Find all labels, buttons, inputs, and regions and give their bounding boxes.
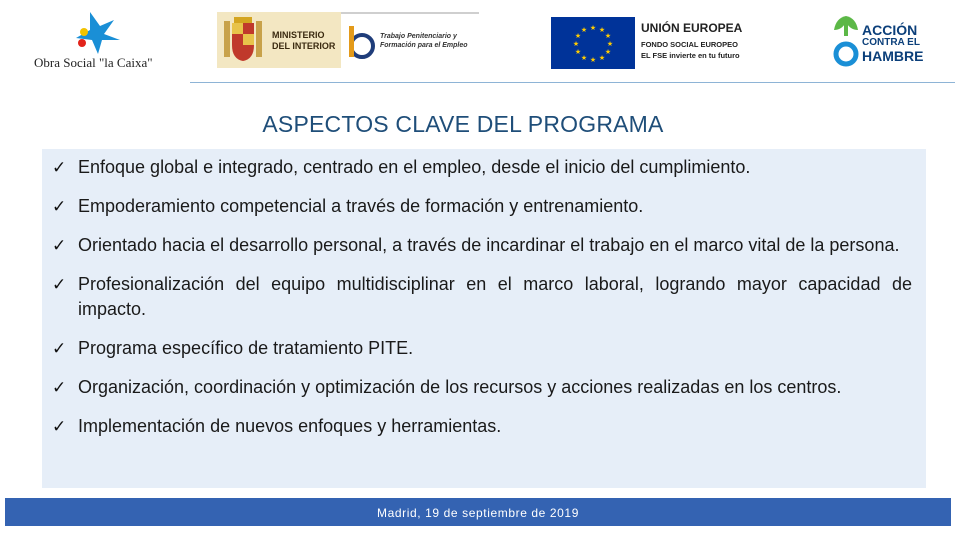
list-item: ✓ Implementación de nuevos enfoques y herramientas. [52, 414, 912, 439]
trabajo-b-icon [344, 24, 376, 60]
checkmark-icon: ✓ [52, 197, 67, 216]
trabajo-logo-text: Trabajo Penitenciario y Formación para el Empleo [380, 33, 468, 49]
lacaixa-star-icon [70, 10, 125, 55]
list-item: ✓ Programa específico de tratamiento PITE. [52, 336, 912, 361]
list-item: ✓ Empoderamiento competencial a través de formación y entrenamiento. [52, 194, 912, 219]
list-item: ✓ Profesionalización del equipo multidisciplinar en el marco laboral, logrando mayor capacidad de impacto. [52, 274, 912, 319]
svg-text:★: ★ [604, 32, 612, 40]
svg-text:★: ★ [572, 40, 580, 48]
key-points-list [52, 155, 912, 453]
checkmark-icon: ✓ [52, 236, 67, 255]
eu-logo-subtitle: FONDO SOCIAL EUROPEO EL FSE invierte en tu futuro [641, 40, 740, 60]
eu-logo-title: UNIÓN EUROPEA [641, 21, 743, 35]
footer-bar [5, 498, 951, 526]
svg-text:★: ★ [598, 54, 606, 62]
list-item: ✓ Enfoque global e integrado, centrado en el empleo, desde el inicio del cumplimiento. [52, 155, 912, 180]
checkmark-icon: ✓ [52, 275, 67, 294]
svg-text:★: ★ [580, 54, 588, 62]
checkmark-icon: ✓ [52, 378, 67, 397]
checkmark-icon: ✓ [52, 339, 67, 358]
svg-text:★: ★ [574, 48, 582, 56]
list-item: ✓ Organización, coordinación y optimización de los recursos y acciones realizadas en los centros. [52, 375, 912, 400]
page-title: ASPECTOS CLAVE DEL PROGRAMA [262, 111, 664, 137]
checkmark-icon: ✓ [52, 417, 67, 436]
coat-of-arms-icon [220, 15, 266, 65]
svg-text:★: ★ [589, 56, 597, 64]
eu-flag-icon [551, 17, 635, 69]
header-divider [190, 82, 955, 83]
svg-text:★: ★ [580, 26, 588, 34]
accion-contra-el-hambre-icon [830, 12, 862, 70]
checkmark-icon: ✓ [52, 158, 67, 177]
list-item: ✓ Orientado hacia el desarrollo personal, a través de incardinar el trabajo en el marco vital de la persona. [52, 233, 912, 258]
lacaixa-logo-text: Obra Social "la Caixa" [34, 55, 153, 70]
ministerio-logo-text: MINISTERIO DEL INTERIOR [272, 30, 336, 51]
logo-bar [0, 0, 960, 84]
svg-text:★: ★ [606, 40, 614, 48]
svg-text:★: ★ [574, 32, 582, 40]
svg-text:★: ★ [604, 48, 612, 56]
accion-logo-text: ACCIÓN CONTRA EL HAMBRE [862, 22, 924, 64]
svg-text:★: ★ [598, 26, 606, 34]
svg-text:★: ★ [589, 24, 597, 32]
footer-text: Madrid, 19 de septiembre de 2019 [377, 506, 579, 520]
